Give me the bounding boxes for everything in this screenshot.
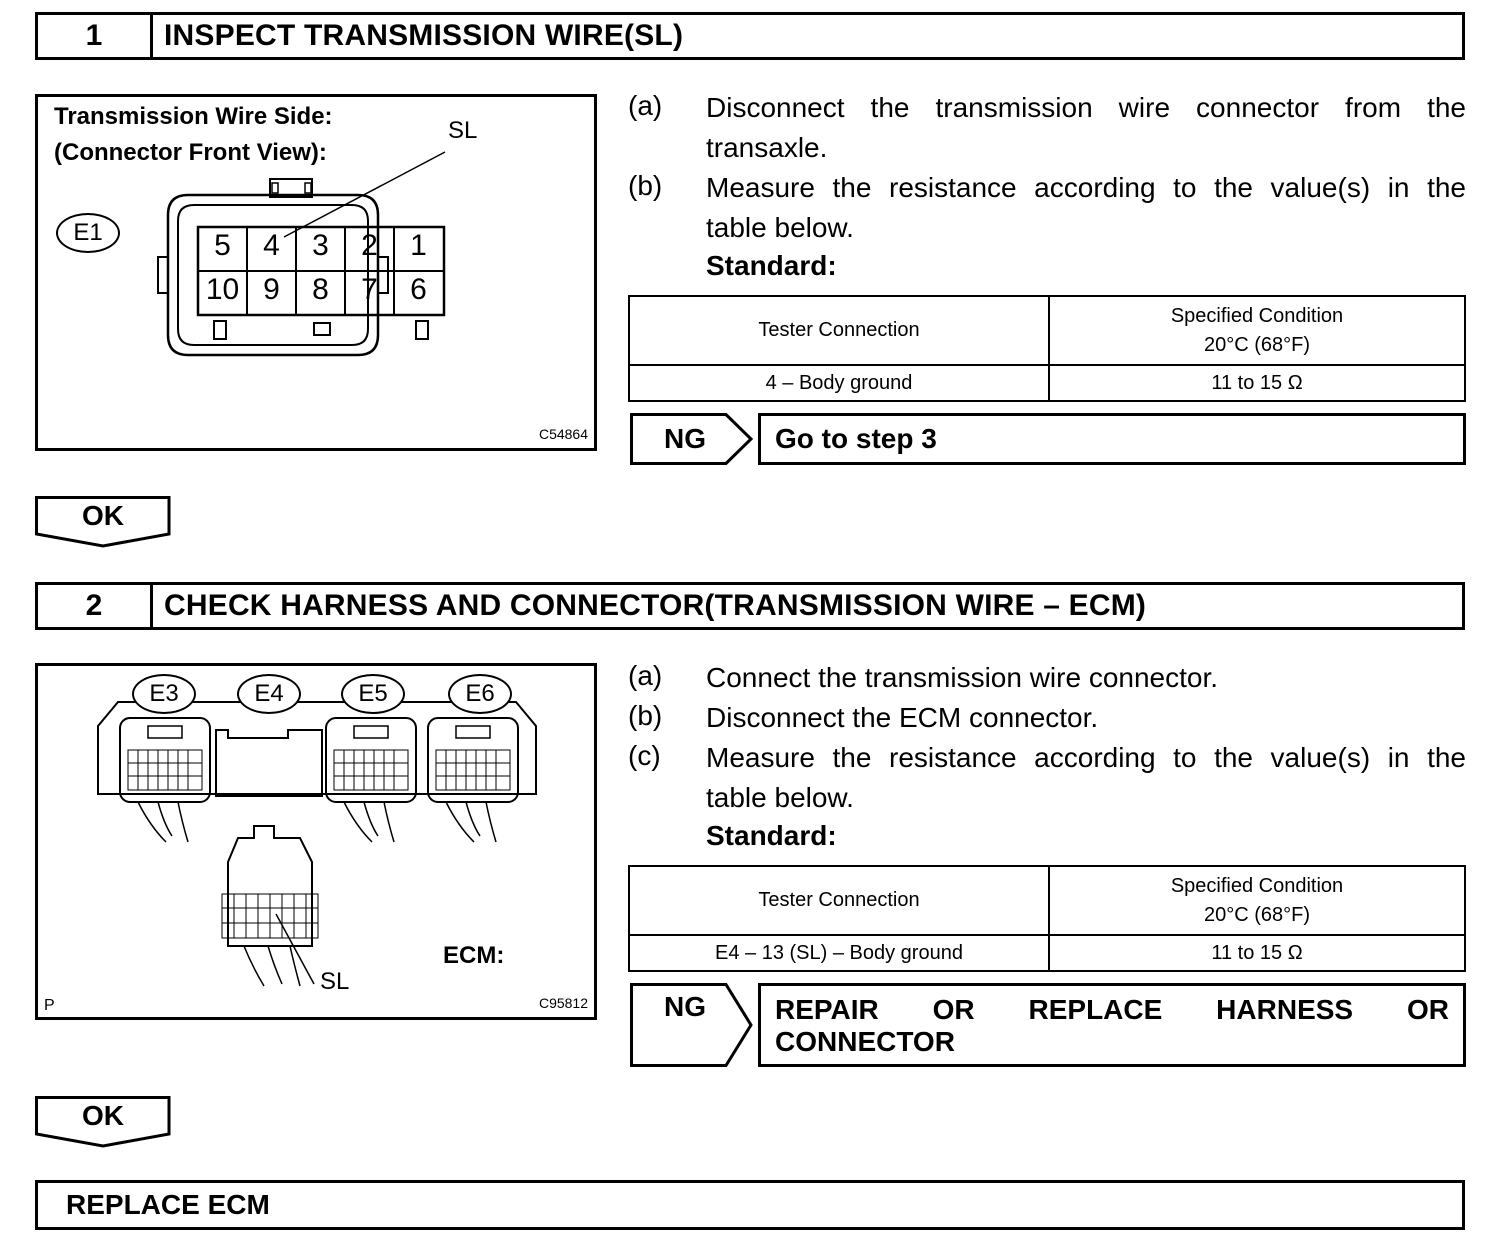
step2-ng-action-line2: CONNECTOR <box>775 1026 955 1057</box>
connector-label-e4: E4 <box>237 674 301 714</box>
step1b-line1: Measure the resistance according to the value(s) in the <box>706 172 1466 203</box>
step1-table-row-col2: 11 to 15 Ω <box>1049 365 1465 401</box>
step2-standard-label: Standard: <box>706 820 837 851</box>
step1b-line2: table below. <box>706 212 854 243</box>
figure1-code: C54864 <box>538 426 588 442</box>
step2a-text: Connect the transmission wire connector. <box>706 662 1219 693</box>
pin-10: 10 <box>205 273 240 306</box>
step2-figure <box>35 663 597 1020</box>
step2-table-row-col1: E4 – 13 (SL) – Body ground <box>629 935 1049 971</box>
step1-table-header-col2-line1: Specified Condition <box>1170 304 1344 327</box>
step2-table-header-col1: Tester Connection <box>629 866 1049 935</box>
figure1-pin-label: SL <box>448 117 478 144</box>
step1-ok-branch <box>35 496 171 548</box>
step1-ng-action: Go to step 3 <box>758 413 1466 465</box>
pin-3: 3 <box>312 229 329 262</box>
step1a-line1: Disconnect the transmission wire connector from the <box>706 92 1466 123</box>
step2-ok-branch <box>35 1096 171 1148</box>
step2-table-header-col2-line1: Specified Condition <box>1170 874 1344 897</box>
step1a-text <box>706 88 1466 168</box>
step2b-text: Disconnect the ECM connector. <box>706 702 1099 733</box>
final-action: REPLACE ECM <box>35 1180 1465 1230</box>
figure1-caption-line1: Transmission Wire Side: <box>54 103 333 130</box>
step2-title: CHECK HARNESS AND CONNECTOR(TRANSMISSION WIRE – ECM) <box>164 589 1147 622</box>
step1-title: INSPECT TRANSMISSION WIRE(SL) <box>164 19 684 52</box>
step2b-label: (b) <box>628 700 663 731</box>
pin-5: 5 <box>214 229 231 262</box>
figure2-pin-label: SL <box>320 968 350 995</box>
pin-7: 7 <box>361 273 378 306</box>
step1-standard-label: Standard: <box>706 250 837 281</box>
step2-ok-label: OK <box>82 1100 124 1131</box>
pin-row-bottom <box>198 273 444 307</box>
step1-table-row-col1: 4 – Body ground <box>629 365 1049 401</box>
step1b-label: (b) <box>628 170 663 201</box>
step2c-line2: table below. <box>706 782 854 813</box>
step1-number: 1 <box>38 15 153 57</box>
step1-spec-table <box>628 295 1466 402</box>
pin-2: 2 <box>361 229 378 262</box>
step2-ng-action-line1: REPAIR OR REPLACE HARNESS OR <box>775 994 1449 1025</box>
figure1-connector-label: E1 <box>56 213 120 253</box>
pin-8: 8 <box>312 273 329 306</box>
step1a-label: (a) <box>628 90 663 121</box>
step1-ng-branch <box>630 413 1466 465</box>
figure1-caption-line2: (Connector Front View): <box>54 139 327 166</box>
step2-table-header-col2-line2: 20°C (68°F) <box>1203 903 1311 926</box>
step1-header <box>35 12 1465 60</box>
step2c-label: (c) <box>628 740 661 771</box>
pin-6: 6 <box>410 273 427 306</box>
step2-table-header-col2 <box>1049 866 1465 935</box>
pin-row-top <box>198 229 444 263</box>
connector-label-e6: E6 <box>448 674 512 714</box>
pin-4: 4 <box>263 229 280 262</box>
step2c-line1: Measure the resistance according to the value(s) in the <box>706 742 1466 773</box>
step1-table-header-col2 <box>1049 296 1465 365</box>
step1-figure <box>35 94 597 451</box>
connector-label-e3: E3 <box>132 674 196 714</box>
step1-table-header-col1: Tester Connection <box>629 296 1049 365</box>
step1-ok-label: OK <box>82 500 124 531</box>
step2-header <box>35 582 1465 630</box>
step2-ng-branch <box>630 983 1466 1067</box>
step2c-text <box>706 738 1466 818</box>
step2-spec-table <box>628 865 1466 972</box>
step2-ng-label: NG <box>664 991 706 1022</box>
figure2-code: C95812 <box>538 995 588 1011</box>
figure2-corner-label: P <box>44 997 55 1014</box>
ecm-connectors-drawing <box>38 666 594 1017</box>
step1a-line2: transaxle. <box>706 132 828 163</box>
step2-table-row-col2: 11 to 15 Ω <box>1049 935 1465 971</box>
step1b-text <box>706 168 1466 248</box>
pin-9: 9 <box>263 273 280 306</box>
pin-1: 1 <box>410 229 427 262</box>
step1-ng-label: NG <box>664 423 706 454</box>
step2-number: 2 <box>38 585 153 627</box>
step2a-label: (a) <box>628 660 663 691</box>
step2-ng-action <box>758 983 1466 1067</box>
connector-label-e5: E5 <box>341 674 405 714</box>
step1-table-header-col2-line2: 20°C (68°F) <box>1203 333 1311 356</box>
ecm-label: ECM: <box>443 942 505 969</box>
